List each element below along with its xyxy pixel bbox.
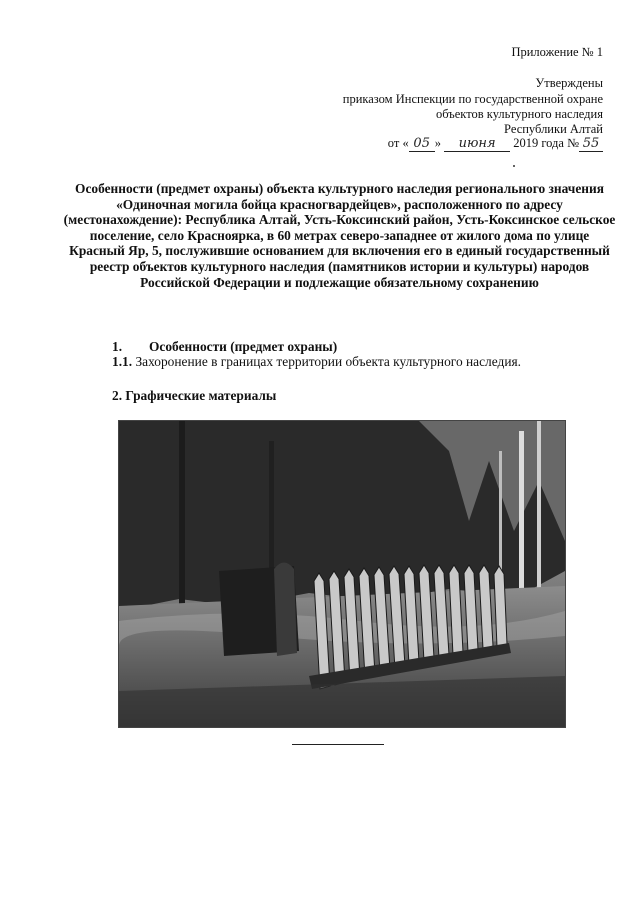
date-close-quote: »	[434, 136, 441, 150]
approved-by-line-1: приказом Инспекции по государственной охране	[342, 92, 603, 106]
grave-photo-image	[119, 421, 565, 727]
scan-dot	[512, 160, 516, 171]
approved-label: Утверждены	[535, 76, 603, 90]
date-prefix: от «	[387, 136, 409, 150]
order-date-line	[388, 136, 603, 152]
approved-by-line-2: объектов культурного наследия	[436, 107, 603, 121]
closing-rule	[292, 744, 384, 745]
item-text: Захоронение в границах территории объекта культурного наследия.	[135, 354, 521, 369]
section-2-heading: 2. Графические материалы	[112, 388, 277, 403]
document-title: Особенности (предмет охраны) объекта культурного наследия регионального значения «Одиночная могила бойца красногвардейцев», расположенного по адресу (местонахождение): Республика Алтай, Усть-Коксинский район, Усть-Коксинское сельское поселение, село Красноярка, в 60 метрах северо-западнее от жилого дома по улице Красный Яр, 5, послужившие основанием для включения его в единый государственный реестр объектов культурного наследия (памятников истории и культуры) народов Российской Федерации и подлежащие обязательному сохранению	[63, 181, 616, 290]
handwritten-day: 05	[409, 136, 435, 152]
year-text: 2019 года №	[513, 136, 579, 150]
item-number: 1.1.	[112, 354, 133, 369]
handwritten-month: июня	[444, 136, 510, 152]
grave-photograph	[118, 420, 566, 728]
approved-by-line-3: Республики Алтай	[504, 122, 603, 136]
handwritten-number: 55	[579, 136, 603, 152]
section-1-number: 1.	[112, 339, 123, 354]
section-1-heading: Особенности (предмет охраны)	[149, 339, 338, 354]
section-1-item	[112, 354, 521, 370]
appendix-number: Приложение № 1	[511, 45, 603, 59]
